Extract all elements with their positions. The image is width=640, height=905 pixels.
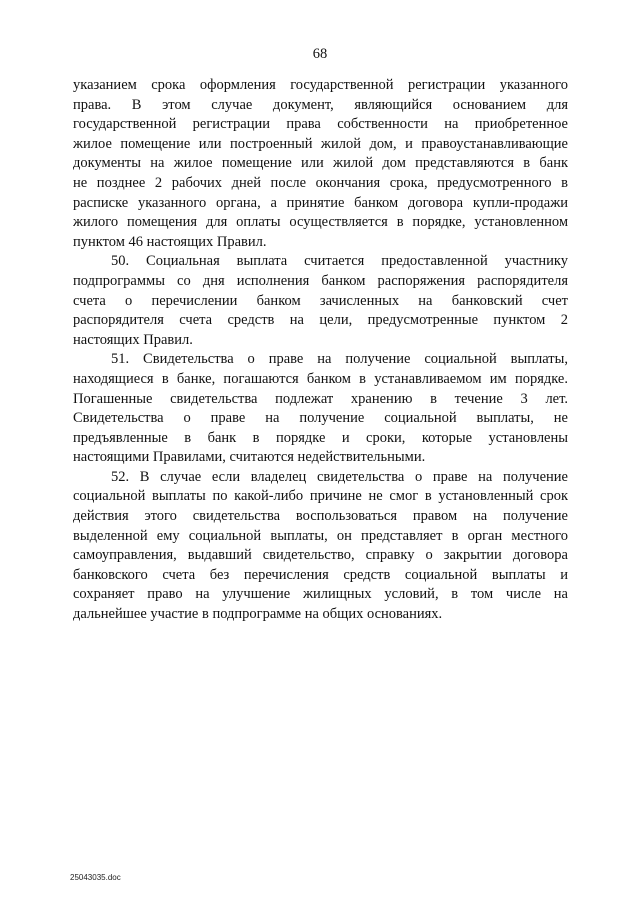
text-line: Свидетельства о праве на получение социальной выплаты, не [73,410,568,427]
text-line: государственной регистрации права собственности на приобретенное [73,116,568,133]
paragraph-continuation [73,76,568,252]
text-line: Погашенные свидетельства подлежат хранению в течение 3 лет. [73,390,568,407]
document-body [73,76,568,625]
text-line: счета о перечислении банком зачисленных на банковский счет [73,292,568,309]
text-line: сохраняет право на улучшение жилищных условий, в том числе на [73,586,568,603]
footer-filename: 25043035.doc [70,873,121,882]
text-line: 50. Социальная выплата считается предоставленной участнику [111,253,568,270]
text-line: указанием срока оформления государственной регистрации указанного [73,77,568,93]
text-line: находящиеся в банке, погашаются банком в устанавливаемом им порядке. [73,370,568,387]
text-line: документы на жилое помещение или жилой дом представляются в банк [73,155,568,172]
text-line: настоящих Правил. [73,331,193,348]
text-line: пунктом 46 настоящих Правил. [73,233,267,250]
text-line: выделенной ему социальной выплаты, он представляет в орган местного [73,527,568,544]
text-line: подпрограммы со дня исполнения банком распоряжения распорядителя [73,272,568,289]
text-line: расписке указанного органа, а принятие банком договора купли-продажи [73,194,568,211]
page-number: 68 [312,46,328,62]
text-line: самоуправления, выдавший свидетельство, справку о закрытии договора [73,547,568,564]
text-line: дальнейшее участие в подпрограмме на общих основаниях. [73,606,443,623]
paragraph-51 [73,350,568,468]
text-line: 51. Свидетельства о праве на получение социальной выплаты, [111,351,568,368]
text-line: социальной выплаты по какой-либо причине не смог в установленный срок [73,488,568,505]
paragraph-50 [73,252,568,350]
text-line: права. В этом случае документ, являющийся основанием для [73,96,568,113]
text-line: жилое помещение или построенный жилой дом, и правоустанавливающие [73,135,568,152]
text-line: жилого помещения для оплаты осуществляется в порядке, установленном [73,214,568,231]
text-line: 52. В случае если владелец свидетельства о праве на получение [111,468,568,485]
paragraph-52 [73,468,568,625]
text-line: банковского счета без перечисления средств социальной выплаты и [73,566,568,583]
text-line: не позднее 2 рабочих дней после окончания срока, предусмотренного в [73,174,568,191]
text-line: предъявленные в банк в порядке и сроки, которые установлены [73,429,568,446]
text-line: действия этого свидетельства воспользоваться правом на получение [73,508,568,525]
text-line: распорядителя счета средств на цели, предусмотренные пунктом 2 [73,312,568,329]
text-line: настоящими Правилами, считаются недействительными. [73,449,426,466]
